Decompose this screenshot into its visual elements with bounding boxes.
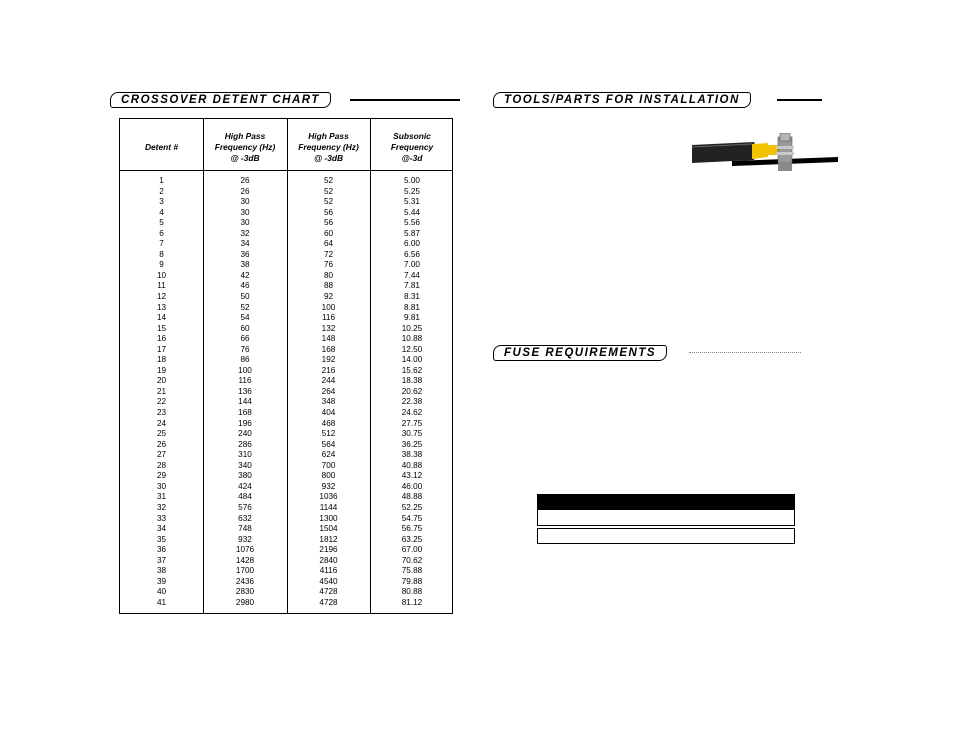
table-cell: 38.38 bbox=[401, 450, 423, 460]
table-cell: 72 bbox=[323, 249, 334, 259]
table-cell: 148 bbox=[321, 334, 336, 344]
header-rule bbox=[350, 99, 460, 101]
table-cell: 43.12 bbox=[401, 471, 423, 481]
table-cell: 46.00 bbox=[401, 481, 423, 491]
table-cell: 5.44 bbox=[404, 207, 420, 217]
table-cell: 52 bbox=[323, 176, 334, 185]
fuse-requirements-header bbox=[493, 345, 823, 363]
table-cell: 264 bbox=[321, 386, 336, 396]
table-cell: 424 bbox=[238, 481, 252, 491]
table-cell: 2196 bbox=[319, 545, 338, 555]
table-cell: 116 bbox=[321, 313, 336, 323]
table-cell: 63.25 bbox=[401, 534, 423, 544]
table-cell: 75.88 bbox=[401, 566, 423, 576]
table-cell: 5.25 bbox=[404, 186, 420, 196]
table-cell: 52 bbox=[323, 186, 334, 196]
table-cell: 2436 bbox=[235, 576, 255, 586]
fuse-requirements-title: FUSE REQUIREMENTS bbox=[493, 345, 667, 361]
table-cell: 624 bbox=[321, 450, 336, 460]
table-cell: 54 bbox=[240, 313, 250, 323]
fuse-table-row bbox=[537, 528, 795, 544]
table-cell: 1504 bbox=[319, 524, 338, 534]
table-cell: 404 bbox=[321, 408, 336, 418]
table-cell: 38 bbox=[156, 566, 167, 576]
table-cell: 26 bbox=[156, 439, 167, 449]
table-cell: 932 bbox=[238, 534, 252, 544]
header-rule bbox=[689, 352, 801, 353]
table-row bbox=[120, 408, 452, 419]
table-cell: 1700 bbox=[235, 566, 255, 576]
table-cell: 37 bbox=[156, 555, 167, 565]
table-cell: 10.88 bbox=[401, 334, 423, 344]
table-cell: 1812 bbox=[319, 534, 338, 544]
table-cell: 1144 bbox=[319, 502, 338, 512]
table-cell: 11 bbox=[157, 281, 166, 291]
table-row bbox=[120, 461, 452, 472]
table-cell: 36 bbox=[156, 545, 167, 555]
table-cell: 244 bbox=[321, 376, 336, 386]
table-cell: 116 bbox=[238, 376, 252, 386]
table-cell: 5.00 bbox=[404, 176, 420, 185]
wire-ring-terminal-icon bbox=[692, 133, 838, 175]
table-cell: 52 bbox=[240, 302, 250, 312]
table-cell: 29 bbox=[156, 471, 167, 481]
tools-parts-header bbox=[493, 92, 823, 110]
table-cell: 23 bbox=[156, 408, 167, 418]
table-cell: 30 bbox=[240, 197, 250, 207]
table-cell: 50 bbox=[240, 292, 250, 302]
table-cell: 196 bbox=[238, 418, 252, 428]
table-cell: 700 bbox=[321, 460, 336, 470]
table-row bbox=[120, 440, 452, 451]
table-cell: 40 bbox=[156, 587, 167, 597]
crossover-chart-header bbox=[110, 92, 460, 110]
table-cell: 168 bbox=[321, 344, 336, 354]
table-cell: 18 bbox=[156, 355, 167, 365]
table-row bbox=[120, 598, 452, 609]
header-divider bbox=[120, 170, 452, 171]
table-cell: 6 bbox=[159, 228, 164, 238]
table-cell: 30 bbox=[240, 218, 250, 228]
header-rule bbox=[777, 99, 822, 101]
table-cell: 41 bbox=[156, 597, 167, 607]
table-cell: 9.81 bbox=[404, 313, 420, 323]
column-header-high-pass-2: High Pass Frequency (Hz) @ -3dB bbox=[298, 130, 359, 163]
table-cell: 1428 bbox=[235, 555, 255, 565]
table-cell: 7 bbox=[159, 239, 164, 249]
crossover-chart-title: CROSSOVER DETENT CHART bbox=[110, 92, 331, 108]
table-row bbox=[120, 429, 452, 440]
table-row bbox=[120, 545, 452, 556]
table-row bbox=[120, 566, 452, 577]
table-cell: 38 bbox=[240, 260, 250, 270]
table-cell: 4116 bbox=[319, 566, 338, 576]
table-body bbox=[120, 176, 452, 608]
table-cell: 16 bbox=[156, 334, 167, 344]
table-cell: 24.62 bbox=[401, 408, 423, 418]
table-cell: 25 bbox=[156, 429, 167, 439]
table-cell: 40.88 bbox=[401, 460, 423, 470]
table-cell: 4728 bbox=[319, 597, 338, 607]
table-cell: 15.62 bbox=[401, 365, 423, 375]
table-cell: 36.25 bbox=[401, 439, 423, 449]
table-cell: 6.56 bbox=[404, 249, 420, 259]
table-cell: 52 bbox=[323, 197, 334, 207]
table-cell: 7.00 bbox=[404, 260, 420, 270]
table-cell: 7.44 bbox=[404, 270, 420, 280]
table-cell: 144 bbox=[238, 397, 252, 407]
table-row bbox=[120, 187, 452, 198]
table-cell: 30.75 bbox=[401, 429, 423, 439]
table-cell: 80.88 bbox=[401, 587, 423, 597]
table-cell: 26 bbox=[240, 176, 250, 185]
table-cell: 21 bbox=[156, 386, 167, 396]
table-cell: 17 bbox=[156, 344, 167, 354]
table-cell: 380 bbox=[238, 471, 252, 481]
table-cell: 56 bbox=[323, 207, 334, 217]
table-row bbox=[120, 197, 452, 208]
table-row bbox=[120, 492, 452, 503]
table-cell: 76 bbox=[323, 260, 334, 270]
table-cell: 27 bbox=[156, 450, 167, 460]
table-row bbox=[120, 281, 452, 292]
column-header-detent: Detent # bbox=[144, 141, 179, 152]
table-row bbox=[120, 535, 452, 546]
table-row bbox=[120, 176, 452, 187]
table-cell: 2980 bbox=[235, 597, 255, 607]
table-row bbox=[120, 218, 452, 229]
table-cell: 34 bbox=[156, 524, 167, 534]
table-cell: 1036 bbox=[319, 492, 338, 502]
table-cell: 5.31 bbox=[404, 197, 420, 207]
table-cell: 54.75 bbox=[401, 513, 423, 523]
crossover-detent-table bbox=[119, 118, 453, 614]
table-row bbox=[120, 292, 452, 303]
table-cell: 576 bbox=[238, 502, 252, 512]
table-cell: 168 bbox=[238, 408, 252, 418]
table-row bbox=[120, 271, 452, 282]
table-row bbox=[120, 482, 452, 493]
table-cell: 484 bbox=[238, 492, 252, 502]
table-cell: 80 bbox=[323, 270, 334, 280]
column-header-high-pass-1: High Pass Frequency (Hz) @ -3dB bbox=[214, 130, 276, 163]
table-cell: 14 bbox=[156, 313, 167, 323]
table-cell: 79.88 bbox=[401, 576, 423, 586]
table-cell: 932 bbox=[321, 481, 336, 491]
table-cell: 36 bbox=[240, 249, 250, 259]
column-header-subsonic: Subsonic Frequency @-3d bbox=[390, 130, 434, 163]
table-cell: 46 bbox=[240, 281, 250, 291]
table-cell: 20.62 bbox=[401, 386, 423, 396]
table-cell: 6.00 bbox=[404, 239, 420, 249]
table-cell: 67.00 bbox=[401, 545, 423, 555]
table-cell: 9 bbox=[159, 260, 164, 270]
table-row bbox=[120, 324, 452, 335]
tools-parts-title: TOOLS/PARTS FOR INSTALLATION bbox=[493, 92, 751, 108]
table-cell: 340 bbox=[238, 460, 252, 470]
table-cell: 15 bbox=[156, 323, 167, 333]
table-cell: 632 bbox=[238, 513, 252, 523]
table-cell: 286 bbox=[238, 439, 252, 449]
table-row bbox=[120, 260, 452, 271]
table-cell: 20 bbox=[156, 376, 167, 386]
table-cell: 1300 bbox=[319, 513, 338, 523]
table-cell: 22 bbox=[156, 397, 167, 407]
table-cell: 22.38 bbox=[401, 397, 423, 407]
table-row bbox=[120, 503, 452, 514]
fuse-table-header bbox=[537, 494, 795, 510]
table-cell: 3 bbox=[159, 197, 164, 207]
table-cell: 136 bbox=[238, 386, 252, 396]
table-row bbox=[120, 397, 452, 408]
table-cell: 64 bbox=[323, 239, 334, 249]
table-cell: 10 bbox=[156, 270, 167, 280]
table-cell: 26 bbox=[240, 186, 250, 196]
table-row bbox=[120, 524, 452, 535]
table-cell: 32 bbox=[240, 228, 250, 238]
table-cell: 512 bbox=[321, 429, 336, 439]
table-row bbox=[120, 514, 452, 525]
table-cell: 35 bbox=[156, 534, 167, 544]
table-cell: 1076 bbox=[235, 545, 255, 555]
table-cell: 70.62 bbox=[401, 555, 423, 565]
table-row bbox=[120, 250, 452, 261]
table-cell: 12 bbox=[156, 292, 167, 302]
table-cell: 31 bbox=[156, 492, 167, 502]
table-cell: 310 bbox=[238, 450, 252, 460]
table-cell: 13 bbox=[156, 302, 167, 312]
table-row bbox=[120, 419, 452, 430]
table-row bbox=[120, 556, 452, 567]
table-cell: 76 bbox=[240, 344, 250, 354]
table-cell: 7.81 bbox=[404, 281, 420, 291]
table-cell: 60 bbox=[323, 228, 334, 238]
table-cell: 24 bbox=[156, 418, 167, 428]
table-row bbox=[120, 345, 452, 356]
table-cell: 27.75 bbox=[401, 418, 423, 428]
table-cell: 2 bbox=[159, 186, 164, 196]
table-cell: 564 bbox=[321, 439, 336, 449]
table-cell: 14.00 bbox=[401, 355, 423, 365]
table-cell: 100 bbox=[238, 365, 252, 375]
fuse-requirements-table bbox=[537, 494, 795, 544]
table-cell: 5.87 bbox=[404, 228, 420, 238]
table-cell: 56 bbox=[323, 218, 334, 228]
table-cell: 132 bbox=[321, 323, 336, 333]
table-cell: 4728 bbox=[319, 587, 338, 597]
table-cell: 86 bbox=[240, 355, 250, 365]
table-cell: 468 bbox=[321, 418, 336, 428]
table-row bbox=[120, 313, 452, 324]
table-cell: 30 bbox=[240, 207, 250, 217]
table-cell: 2840 bbox=[319, 555, 338, 565]
table-cell: 48.88 bbox=[401, 492, 423, 502]
table-cell: 39 bbox=[156, 576, 167, 586]
table-cell: 32 bbox=[156, 502, 167, 512]
table-cell: 92 bbox=[323, 292, 334, 302]
table-row bbox=[120, 239, 452, 250]
table-row bbox=[120, 471, 452, 482]
table-cell: 18.38 bbox=[401, 376, 423, 386]
table-cell: 33 bbox=[156, 513, 167, 523]
table-cell: 19 bbox=[156, 365, 167, 375]
table-row bbox=[120, 577, 452, 588]
table-cell: 56.75 bbox=[401, 524, 423, 534]
table-row bbox=[120, 587, 452, 598]
table-cell: 88 bbox=[323, 281, 334, 291]
table-row bbox=[120, 376, 452, 387]
table-cell: 10.25 bbox=[401, 323, 423, 333]
table-cell: 66 bbox=[240, 334, 250, 344]
table-cell: 800 bbox=[321, 471, 336, 481]
table-cell: 52.25 bbox=[401, 502, 423, 512]
table-cell: 12.50 bbox=[401, 344, 423, 354]
table-row bbox=[120, 366, 452, 377]
table-cell: 1 bbox=[159, 176, 164, 185]
table-cell: 28 bbox=[156, 460, 167, 470]
table-cell: 5.56 bbox=[404, 218, 420, 228]
table-cell: 8 bbox=[159, 249, 164, 259]
table-cell: 60 bbox=[240, 323, 250, 333]
table-cell: 42 bbox=[240, 270, 250, 280]
table-row bbox=[120, 303, 452, 314]
table-cell: 2830 bbox=[235, 587, 255, 597]
table-cell: 748 bbox=[238, 524, 252, 534]
table-cell: 30 bbox=[156, 481, 167, 491]
table-cell: 240 bbox=[238, 429, 252, 439]
table-row bbox=[120, 450, 452, 461]
table-cell: 348 bbox=[321, 397, 336, 407]
table-cell: 34 bbox=[240, 239, 250, 249]
table-cell: 100 bbox=[321, 302, 336, 312]
table-cell: 8.31 bbox=[404, 292, 420, 302]
table-row bbox=[120, 229, 452, 240]
table-row bbox=[120, 355, 452, 366]
table-cell: 216 bbox=[321, 365, 336, 375]
table-row bbox=[120, 334, 452, 345]
table-cell: 4540 bbox=[319, 576, 338, 586]
fuse-table-row bbox=[537, 510, 795, 526]
table-row bbox=[120, 208, 452, 219]
table-cell: 5 bbox=[159, 218, 164, 228]
table-row bbox=[120, 387, 452, 398]
table-cell: 192 bbox=[321, 355, 336, 365]
table-cell: 8.81 bbox=[404, 302, 420, 312]
table-cell: 81.12 bbox=[401, 597, 423, 607]
table-cell: 4 bbox=[159, 207, 164, 217]
